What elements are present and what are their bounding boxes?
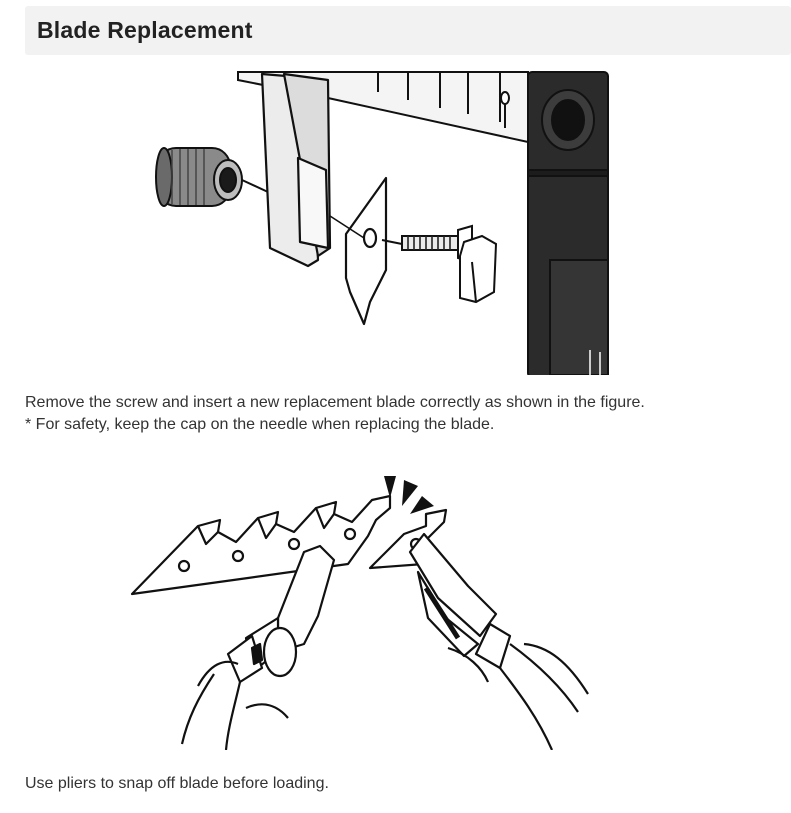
section-header: [25, 6, 791, 55]
instruction-text: Remove the screw and insert a new replacement blade correctly as shown in the figure.: [25, 394, 645, 411]
knurled-cap: [156, 148, 268, 206]
screw: [382, 226, 496, 302]
pliers-snap-blade-illustration: [128, 468, 598, 750]
blade-strip: [132, 496, 390, 594]
right-pliers: [410, 534, 588, 750]
bracket: [262, 74, 330, 266]
snap-instruction-text: Use pliers to snap off blade before loading.: [25, 775, 329, 792]
safety-note: * For safety, keep the cap on the needle when replacing the blade.: [25, 416, 495, 433]
blade-replacement-illustration: [150, 70, 610, 375]
snap-marks: [384, 476, 434, 514]
cutter-body: [528, 72, 608, 375]
section-title: Blade Replacement: [37, 17, 253, 43]
replacement-blade: [330, 178, 386, 324]
